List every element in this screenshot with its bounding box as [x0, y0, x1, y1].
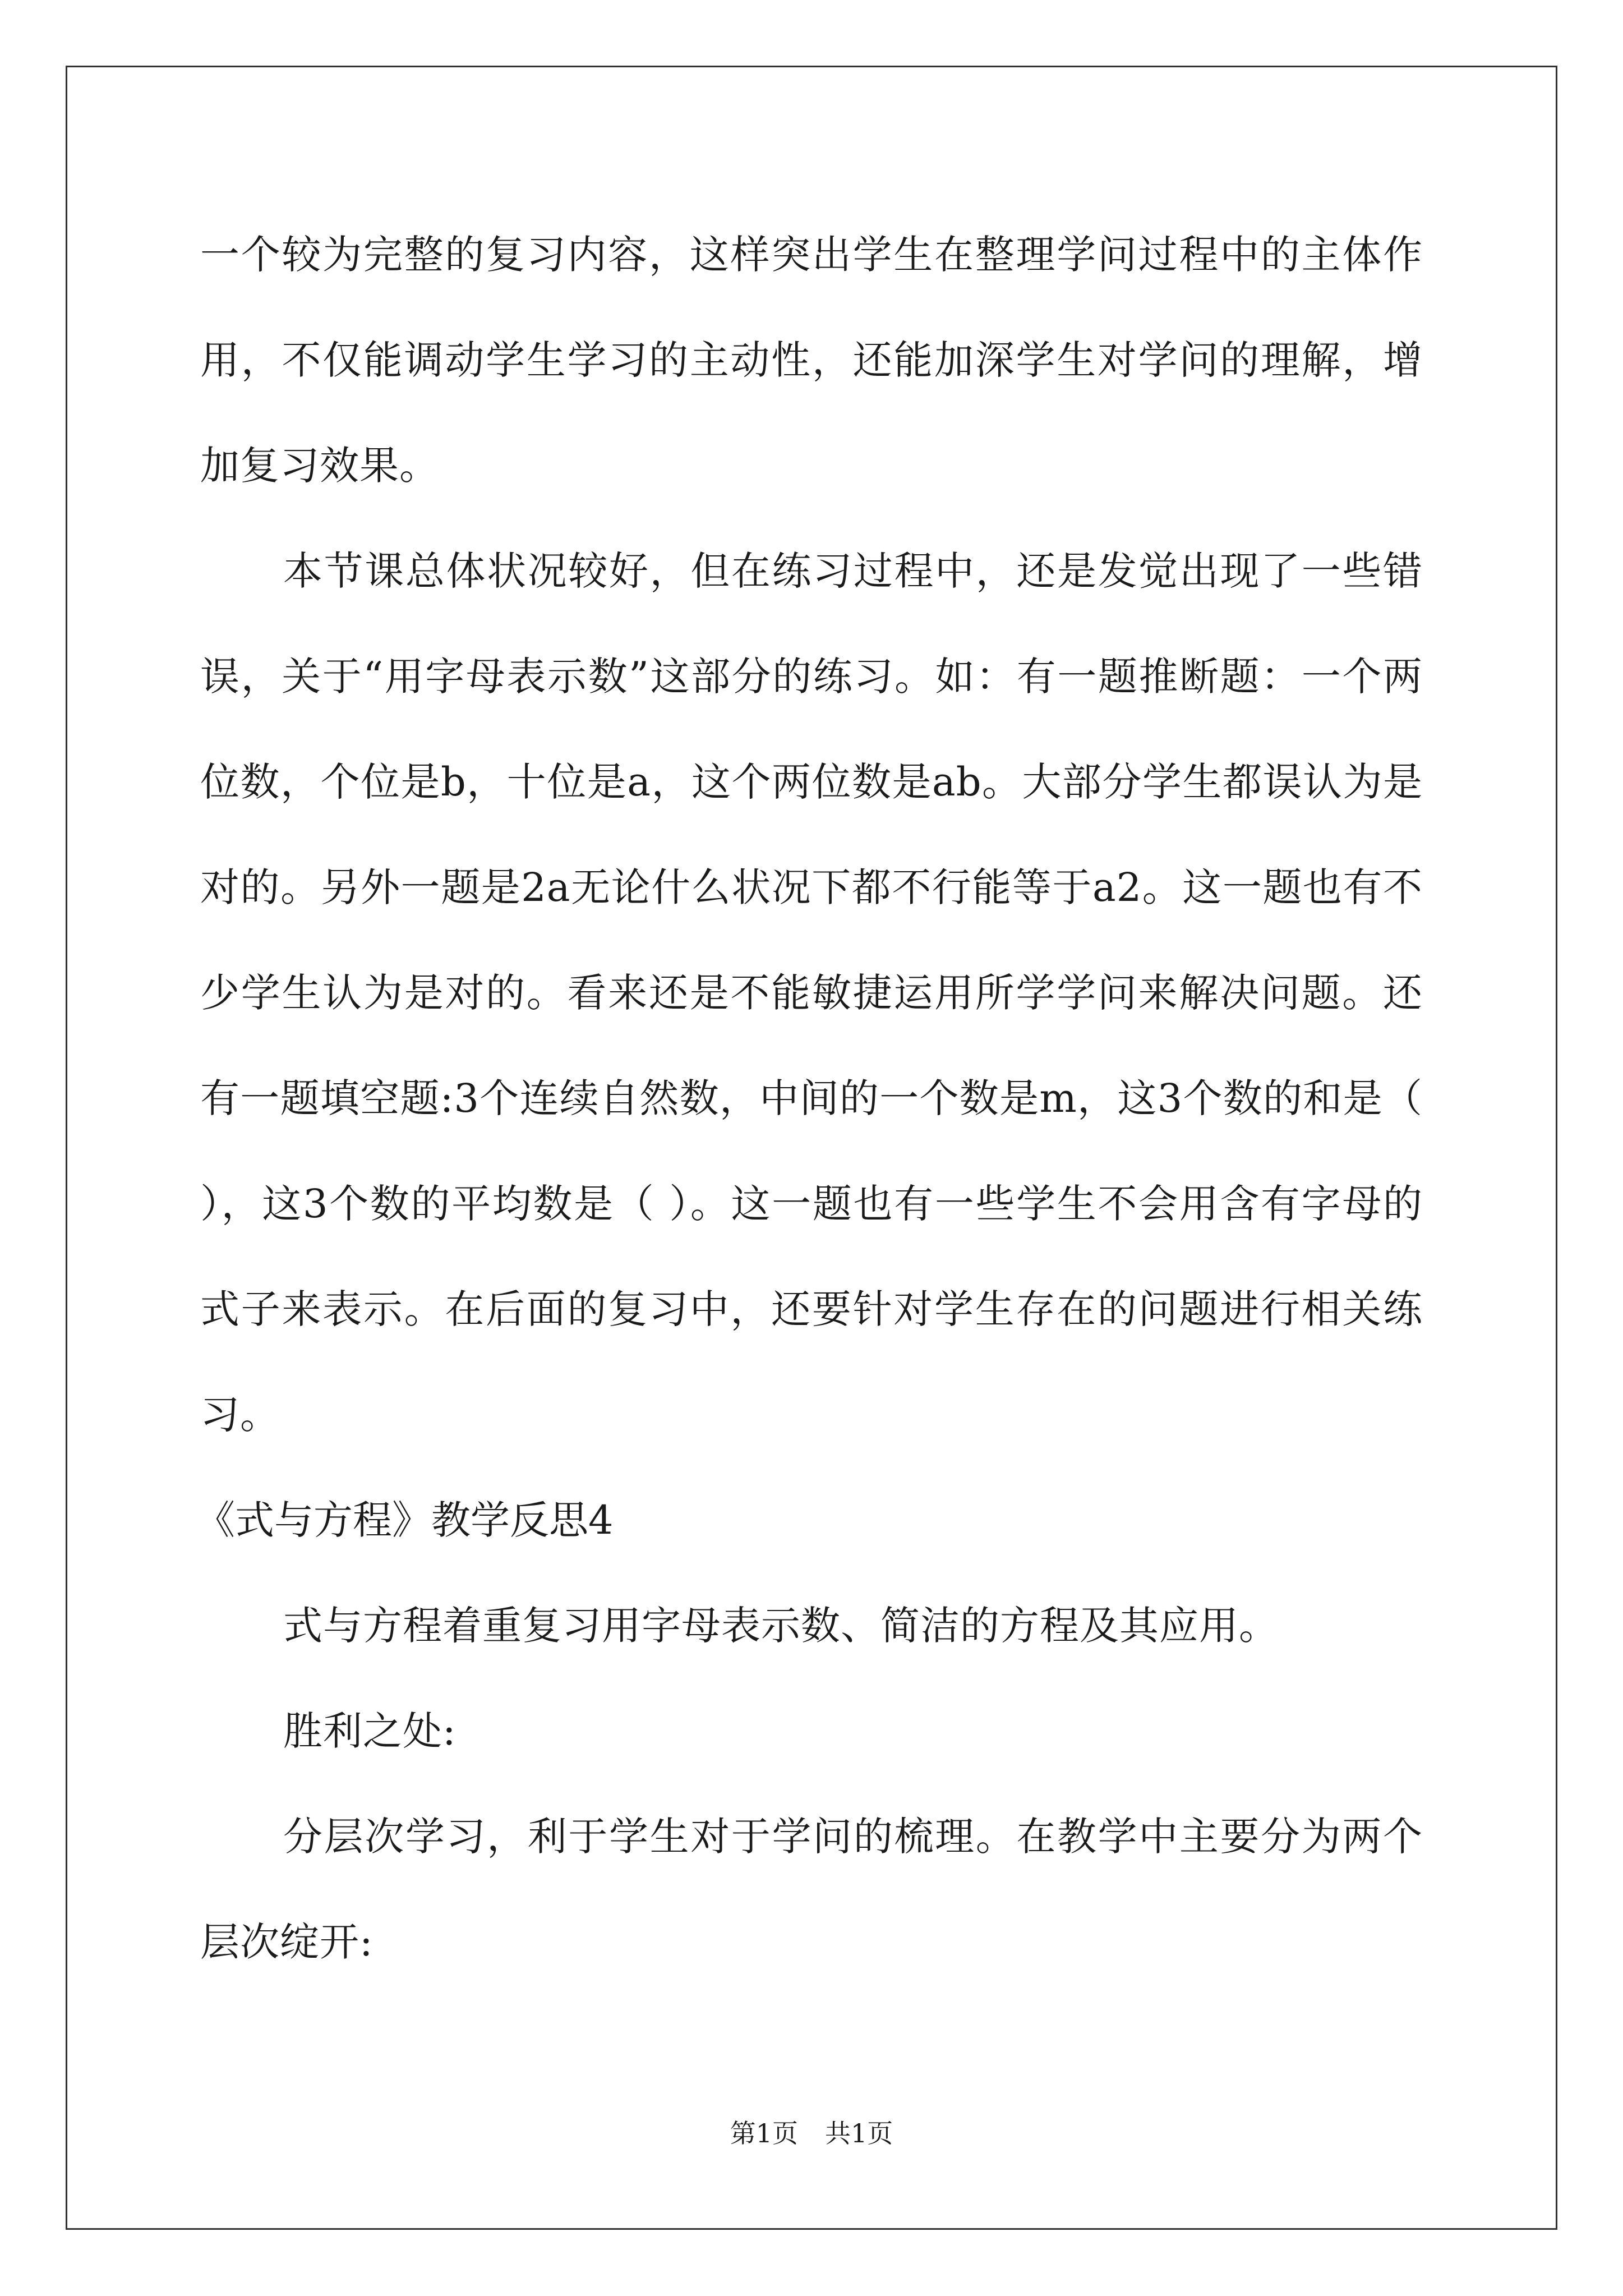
page-total: 共1页: [825, 2118, 893, 2148]
document-body: [196, 202, 1423, 1995]
page-footer: [0, 2116, 1623, 2150]
paragraph-2: 本节课总体状况较好，但在练习过程中，还是发觉出现了一些错误，关于“用字母表示数”这部分的练习。如：有一题推断题：一个两位数，个位是b，十位是a，这个两位数是ab。大部分学生都误认为是对的。另外一题是2a无论什么状况下都不行能等于a2。这一题也有不少学生认为是对的。看来还是不能敏捷运用所学学问来解决问题。还有一题填空题:3个连续自然数，中间的一个数是m，这3个数的和是（ ），这3个数的平均数是（ ）。这一题也有一些学生不会用含有字母的式子来表示。在后面的复习中，还要针对学生存在的问题进行相关练习。: [200, 548, 1423, 1438]
page-number: 第1页: [730, 2118, 798, 2148]
paragraph-5: 分层次学习，利于学生对于学问的梳理。在教学中主要分为两个层次绽开:: [200, 1814, 1423, 1965]
section-heading: 《式与方程》教学反思4: [196, 1497, 614, 1543]
paragraph-4: 胜利之处:: [283, 1708, 457, 1754]
paragraph-1: 一个较为完整的复习内容，这样突出学生在整理学问过程中的主体作用，不仅能调动学生学习的主动性，还能加深学生对学问的理解，增加复习效果。: [200, 232, 1423, 489]
paragraph-3: 式与方程着重复习用字母表示数、简洁的方程及其应用。: [283, 1603, 1279, 1649]
